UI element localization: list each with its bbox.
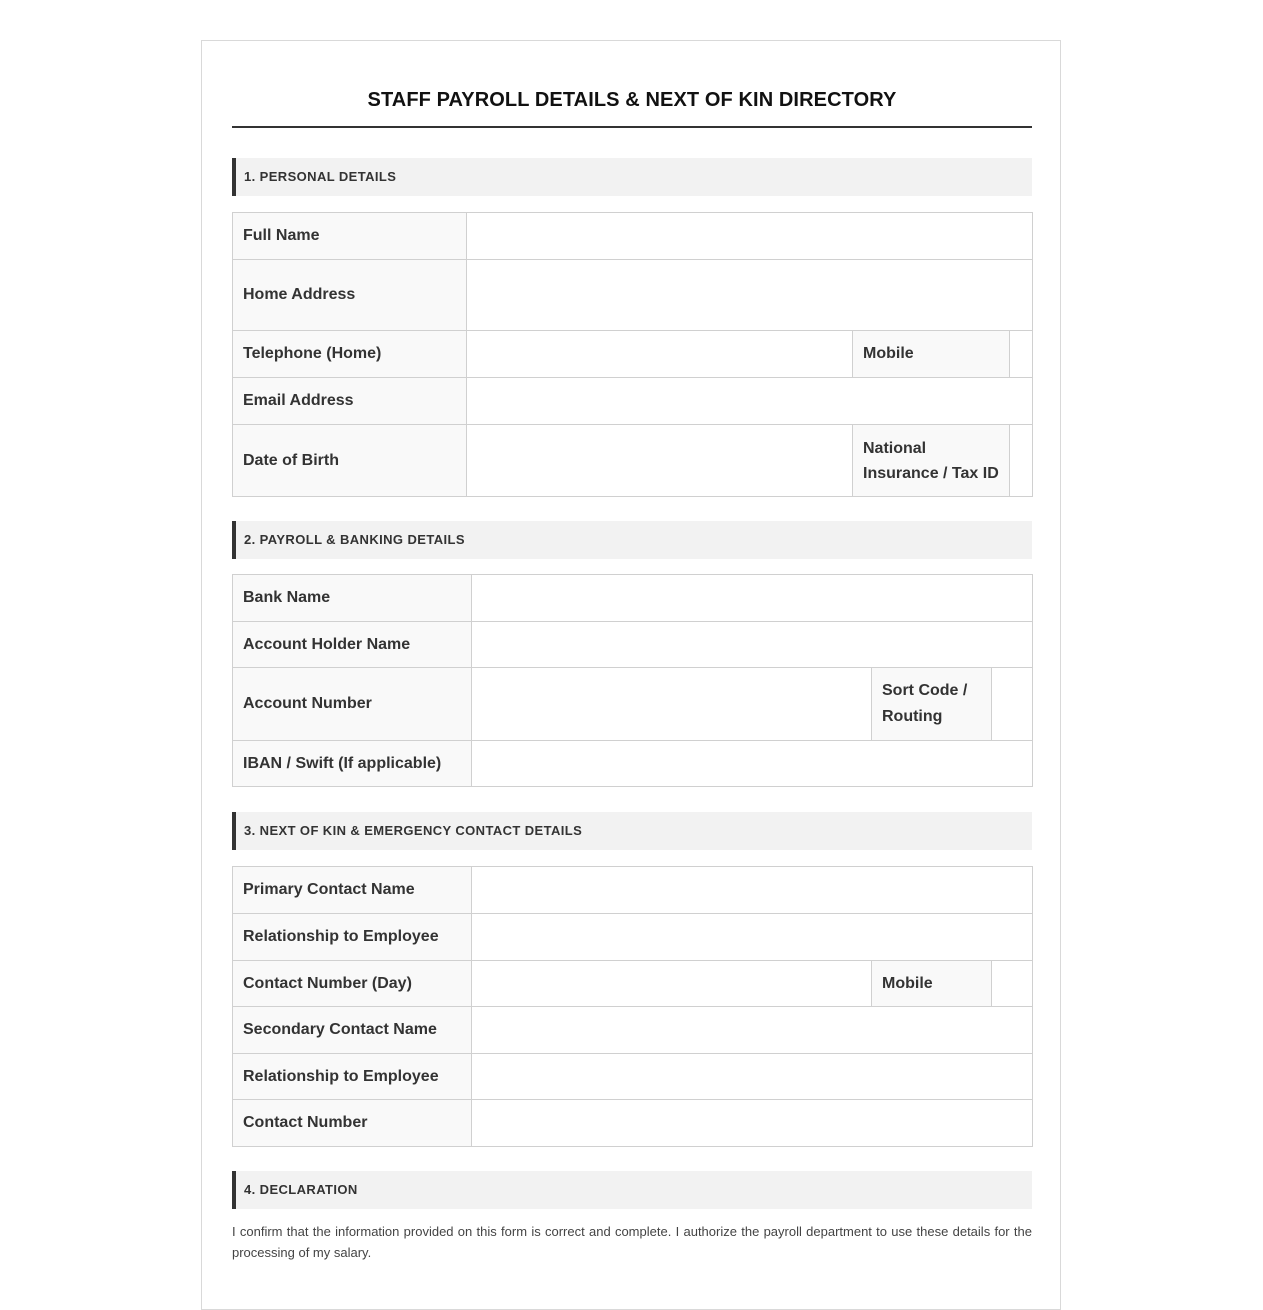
primary-contact-name-label: Primary Contact Name [233, 867, 472, 914]
table-row [233, 1054, 1033, 1100]
mobile-label: Mobile [853, 331, 1010, 378]
telephone-home-field[interactable] [467, 331, 853, 378]
home-address-label: Home Address [233, 260, 467, 331]
page-title: STAFF PAYROLL DETAILS & NEXT OF KIN DIRECTORY [367, 89, 897, 111]
email-address-field[interactable] [467, 378, 1033, 425]
date-of-birth-field[interactable] [467, 425, 853, 497]
contact-number-day-label: Contact Number (Day) [233, 961, 472, 1007]
secondary-contact-number-field[interactable] [472, 1100, 1033, 1147]
primary-contact-name-field[interactable] [472, 867, 1033, 914]
table-row [233, 425, 1033, 497]
sort-code-label: Sort Code / Routing [872, 668, 992, 741]
next-of-kin-table [232, 866, 1033, 1147]
kin-mobile-field[interactable] [992, 961, 1033, 1007]
title-divider [232, 126, 1032, 128]
table-row [233, 1100, 1033, 1147]
relationship-field[interactable] [472, 914, 1033, 961]
form-page [201, 40, 1061, 1310]
account-holder-field[interactable] [472, 622, 1033, 668]
bank-name-label: Bank Name [233, 575, 472, 622]
account-number-field[interactable] [472, 668, 872, 741]
account-number-label: Account Number [233, 668, 472, 741]
full-name-field[interactable] [467, 213, 1033, 260]
date-of-birth-label: Date of Birth [233, 425, 467, 497]
table-row [233, 260, 1033, 331]
table-row [233, 1007, 1033, 1054]
secondary-contact-name-field[interactable] [472, 1007, 1033, 1054]
iban-swift-label: IBAN / Swift (If applicable) [233, 741, 472, 787]
table-row [233, 622, 1033, 668]
mobile-field[interactable] [1010, 331, 1033, 378]
table-row [233, 867, 1033, 914]
iban-swift-field[interactable] [472, 741, 1033, 787]
section-heading-payroll: 2. PAYROLL & BANKING DETAILS [232, 521, 1032, 559]
secondary-contact-number-label: Contact Number [233, 1100, 472, 1147]
kin-mobile-label: Mobile [872, 961, 992, 1007]
table-row [233, 378, 1033, 425]
bank-name-field[interactable] [472, 575, 1033, 622]
contact-number-day-field[interactable] [472, 961, 872, 1007]
section-heading-declaration: 4. DECLARATION [232, 1171, 1032, 1209]
personal-details-table [232, 212, 1033, 497]
account-holder-label: Account Holder Name [233, 622, 472, 668]
section-heading-personal: 1. PERSONAL DETAILS [232, 158, 1032, 196]
secondary-contact-name-label: Secondary Contact Name [233, 1007, 472, 1054]
secondary-relationship-label: Relationship to Employee [233, 1054, 472, 1100]
declaration-text: I confirm that the information provided on this form is correct and complete. I authorize the payroll department to use these details for the processing of my salary. [232, 1224, 1032, 1260]
relationship-label: Relationship to Employee [233, 914, 472, 961]
payroll-banking-table [232, 574, 1033, 787]
telephone-home-label: Telephone (Home) [233, 331, 467, 378]
table-row [233, 331, 1033, 378]
table-row [233, 741, 1033, 787]
table-row [233, 575, 1033, 622]
table-row [233, 961, 1033, 1007]
ni-tax-id-field[interactable] [1010, 425, 1033, 497]
home-address-field[interactable] [467, 260, 1033, 331]
ni-tax-id-label: National Insurance / Tax ID [853, 425, 1010, 497]
full-name-label: Full Name [233, 213, 467, 260]
table-row [233, 668, 1033, 741]
secondary-relationship-field[interactable] [472, 1054, 1033, 1100]
section-heading-next-of-kin: 3. NEXT OF KIN & EMERGENCY CONTACT DETAILS [232, 812, 1032, 850]
table-row [233, 914, 1033, 961]
sort-code-field[interactable] [992, 668, 1033, 741]
table-row [233, 213, 1033, 260]
email-address-label: Email Address [233, 378, 467, 425]
